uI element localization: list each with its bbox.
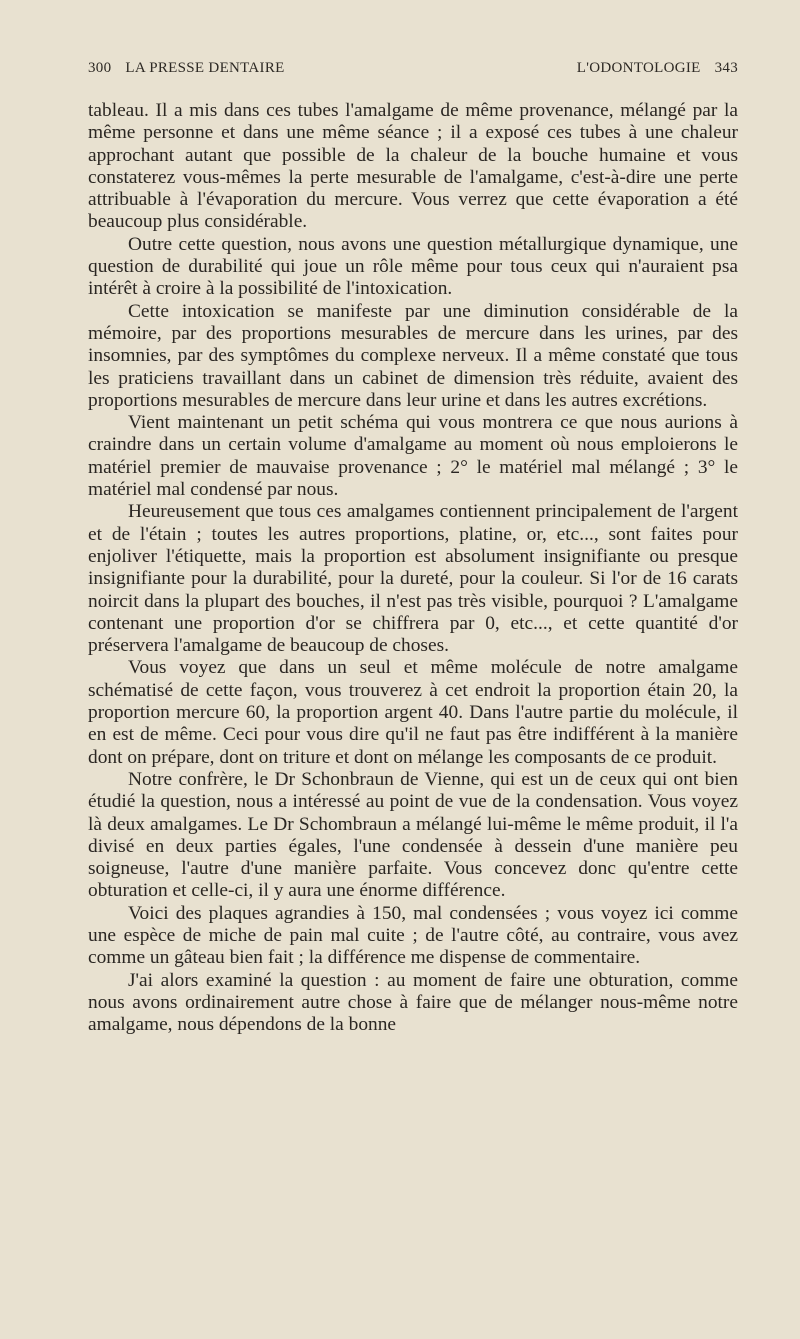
paragraph: Vient maintenant un petit schéma qui vous montrera ce que nous aurions à craindre dans un certain volume d'amalgame au moment où nous emploierons le matériel premier de mauvaise provenance ; 2° le matériel mal mélangé ; 3° le matériel mal condensé par nous. <box>88 412 738 501</box>
paragraph: Heureusement que tous ces amalgames contiennent principalement de l'argent et de l'étain ; toutes les autres proportions, platine, or, etc..., sont faites pour enjoliver l'étiquette, mais la proportion est absolument insignifiante ou presque insignifiante pour la durabilité, pour la dureté, pour la couleur. Si l'or de 16 carats noircit dans la plupart des bouches, il n'est pas très visible, pourquoi ? L'amalgame contenant une proportion d'or se chiffrera par 0, etc..., et cette quantité d'or préservera l'amalgame de beaucoup de choses. <box>88 501 738 657</box>
header-left <box>88 60 285 77</box>
left-journal-title: LA PRESSE DENTAIRE <box>125 60 285 76</box>
paragraph: Notre confrère, le Dr Schonbraun de Vienne, qui est un de ceux qui ont bien étudié la question, nous a intéressé au point de vue de la condensation. Vous voyez là deux amalgames. Le Dr Schombraun a mélangé lui-même le même produit, il l'a divisé en deux parties égales, l'une condensée à dessein d'une manière peu soigneuse, l'autre d'une manière parfaite. Vous concevez donc qu'entre cette obturation et celle-ci, il y aura une énorme différence. <box>88 768 738 902</box>
paragraph: tableau. Il a mis dans ces tubes l'amalgame de même provenance, mélangé par la même personne et dans une même séance ; il a exposé ces tubes à une chaleur approchant autant que possible de la chaleur de la bouche humaine et vous constaterez vous-mêmes la perte mesurable de l'amalgame, c'est-à-dire une perte attribuable à l'évaporation du mercure. Vous verrez que cette évaporation a été beaucoup plus considérable. <box>88 100 738 233</box>
paragraph: Voici des plaques agrandies à 150, mal condensées ; vous voyez ici comme une espèce de miche de pain mal cuite ; de l'autre côté, au contraire, vous avez comme un gâteau bien fait ; la différence me dispense de commentaire. <box>88 902 738 969</box>
header-right <box>577 60 738 77</box>
paragraph: Vous voyez que dans un seul et même molécule de notre amalgame schématisé de cette façon, vous trouverez à cet endroit la proportion étain 20, la proportion mercure 60, la proportion argent 40. Dans l'autre partie du molécule, il en est de même. Ceci pour vous dire qu'il ne faut pas être indifférent à la manière dont on prépare, dont on triture et dont on mélange les composants de ce produit. <box>88 657 738 768</box>
running-header <box>88 60 738 82</box>
article-body <box>88 100 738 1036</box>
paragraph: Cette intoxication se manifeste par une diminution considérable de la mémoire, par des proportions mesurables de mercure dans les urines, par des insomnies, par des symptômes du complexe nerveux. Il a même constaté que tous les praticiens travaillant dans un cabinet de dimension très réduite, avaient des proportions mesurables de mercure dans leur urine et dans les autres excrétions. <box>88 300 738 411</box>
left-page-number: 300 <box>88 60 112 76</box>
paragraph: Outre cette question, nous avons une question métallurgique dynamique, une question de durabilité qui joue un rôle même pour tous ceux qui n'auraient psa intérêt à croire à la possibilité de l'intoxication. <box>88 233 738 300</box>
right-journal-title: L'ODONTOLOGIE <box>576 60 701 76</box>
right-page-number: 343 <box>714 60 738 76</box>
paragraph: J'ai alors examiné la question : au moment de faire une obturation, comme nous avons ordinairement autre chose à faire que de mélanger nous-même notre amalgame, nous dépendons de la bonne <box>88 969 738 1036</box>
